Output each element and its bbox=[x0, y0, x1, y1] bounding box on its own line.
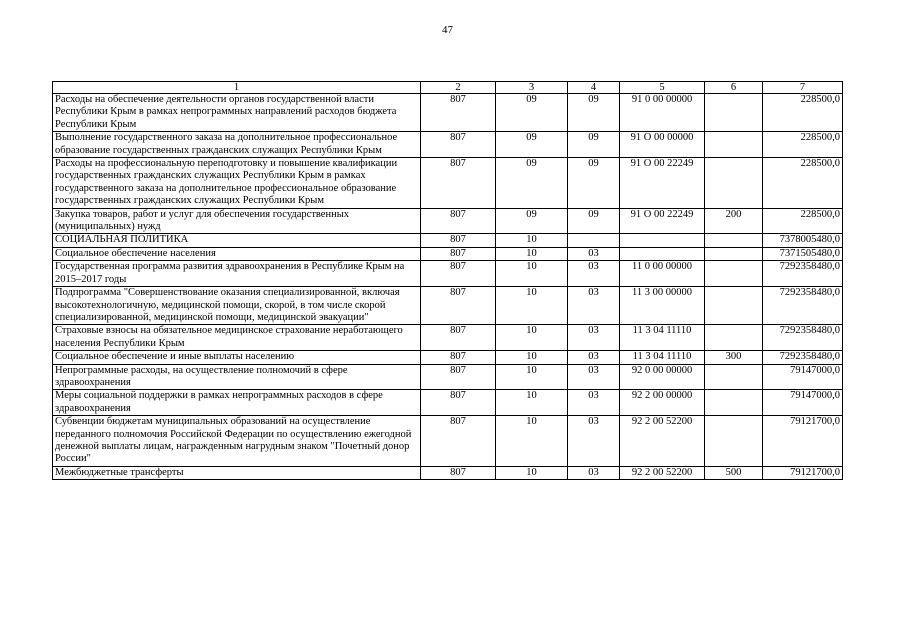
table-row bbox=[53, 390, 843, 416]
amount: 79121700,0 bbox=[763, 416, 843, 467]
ministry-code: 807 bbox=[421, 466, 496, 479]
section-code: 10 bbox=[496, 351, 568, 364]
table-row bbox=[53, 466, 843, 479]
table-row bbox=[53, 94, 843, 132]
header-cell-3: 3 bbox=[496, 82, 568, 94]
ministry-code: 807 bbox=[421, 351, 496, 364]
amount: 7292358480,0 bbox=[763, 287, 843, 325]
item-name: Выполнение государственного заказа на дополнительное профессиональное образование государственных гражданских служащих Республики Крым bbox=[53, 132, 421, 158]
section-code: 10 bbox=[496, 325, 568, 351]
expense-type-code: 500 bbox=[705, 466, 763, 479]
ministry-code: 807 bbox=[421, 261, 496, 287]
subsection-code: 09 bbox=[568, 94, 620, 132]
table-row bbox=[53, 287, 843, 325]
section-code: 10 bbox=[496, 234, 568, 247]
amount: 7378005480,0 bbox=[763, 234, 843, 247]
item-name: Расходы на обеспечение деятельности органов государственной власти Республики Крым в рамках непрограммных направлений расходов бюджета Республики Крым bbox=[53, 94, 421, 132]
section-code: 09 bbox=[496, 208, 568, 234]
amount: 228500,0 bbox=[763, 132, 843, 158]
item-name: Социальное обеспечение населения bbox=[53, 247, 421, 260]
table-row bbox=[53, 364, 843, 390]
page-number: 47 bbox=[442, 24, 453, 36]
target-article-code: 92 2 00 00000 bbox=[620, 390, 705, 416]
expense-type-code bbox=[705, 94, 763, 132]
expense-type-code bbox=[705, 416, 763, 467]
budget-table bbox=[52, 81, 843, 480]
ministry-code: 807 bbox=[421, 247, 496, 260]
table-row bbox=[53, 325, 843, 351]
expense-type-code bbox=[705, 325, 763, 351]
ministry-code: 807 bbox=[421, 390, 496, 416]
target-article-code bbox=[620, 247, 705, 260]
expense-type-code bbox=[705, 364, 763, 390]
subsection-code bbox=[568, 234, 620, 247]
target-article-code: 91 О 00 22249 bbox=[620, 208, 705, 234]
item-name: Социальное обеспечение и иные выплаты населению bbox=[53, 351, 421, 364]
table-row bbox=[53, 261, 843, 287]
expense-type-code: 200 bbox=[705, 208, 763, 234]
subsection-code: 03 bbox=[568, 287, 620, 325]
item-name: СОЦИАЛЬНАЯ ПОЛИТИКА bbox=[53, 234, 421, 247]
header-cell-2: 2 bbox=[421, 82, 496, 94]
section-code: 10 bbox=[496, 287, 568, 325]
target-article-code: 11 3 04 11110 bbox=[620, 351, 705, 364]
table-row bbox=[53, 247, 843, 260]
subsection-code: 09 bbox=[568, 208, 620, 234]
amount: 7292358480,0 bbox=[763, 351, 843, 364]
target-article-code: 91 О 00 00000 bbox=[620, 132, 705, 158]
subsection-code: 03 bbox=[568, 390, 620, 416]
amount: 7371505480,0 bbox=[763, 247, 843, 260]
amount: 79121700,0 bbox=[763, 466, 843, 479]
ministry-code: 807 bbox=[421, 208, 496, 234]
amount: 79147000,0 bbox=[763, 364, 843, 390]
expense-type-code: 300 bbox=[705, 351, 763, 364]
ministry-code: 807 bbox=[421, 234, 496, 247]
ministry-code: 807 bbox=[421, 287, 496, 325]
expense-type-code bbox=[705, 132, 763, 158]
section-code: 09 bbox=[496, 94, 568, 132]
expense-type-code bbox=[705, 247, 763, 260]
target-article-code: 11 3 04 11110 bbox=[620, 325, 705, 351]
section-code: 10 bbox=[496, 416, 568, 467]
expense-type-code bbox=[705, 390, 763, 416]
section-code: 10 bbox=[496, 247, 568, 260]
subsection-code: 03 bbox=[568, 247, 620, 260]
item-name: Государственная программа развития здравоохранения в Республике Крым на 2015–2017 годы bbox=[53, 261, 421, 287]
section-code: 10 bbox=[496, 364, 568, 390]
item-name: Расходы на профессиональную переподготовку и повышение квалификации государственных гражданских служащих Республики Крым в рамках государственного заказа на дополнительное профессиональное образование государственных гражданских служащих Республики Крым bbox=[53, 158, 421, 209]
table-row bbox=[53, 234, 843, 247]
ministry-code: 807 bbox=[421, 158, 496, 209]
item-name: Меры социальной поддержки в рамках непрограммных расходов в сфере здравоохранения bbox=[53, 390, 421, 416]
header-cell-1: 1 bbox=[53, 82, 421, 94]
amount: 7292358480,0 bbox=[763, 325, 843, 351]
expense-type-code bbox=[705, 234, 763, 247]
ministry-code: 807 bbox=[421, 416, 496, 467]
amount: 228500,0 bbox=[763, 94, 843, 132]
expense-type-code bbox=[705, 287, 763, 325]
expense-type-code bbox=[705, 158, 763, 209]
table-row bbox=[53, 351, 843, 364]
amount: 228500,0 bbox=[763, 208, 843, 234]
table-row bbox=[53, 158, 843, 209]
subsection-code: 09 bbox=[568, 132, 620, 158]
amount: 79147000,0 bbox=[763, 390, 843, 416]
item-name: Непрограммные расходы, на осуществление полномочий в сфере здравоохранения bbox=[53, 364, 421, 390]
header-cell-7: 7 bbox=[763, 82, 843, 94]
section-code: 10 bbox=[496, 261, 568, 287]
target-article-code: 91 0 00 00000 bbox=[620, 94, 705, 132]
subsection-code: 03 bbox=[568, 351, 620, 364]
item-name: Закупка товаров, работ и услуг для обеспечения государственных (муниципальных) нужд bbox=[53, 208, 421, 234]
amount: 7292358480,0 bbox=[763, 261, 843, 287]
header-cell-6: 6 bbox=[705, 82, 763, 94]
item-name: Страховые взносы на обязательное медицинское страхование неработающего населения Республики Крым bbox=[53, 325, 421, 351]
item-name: Субвенции бюджетам муниципальных образований на осуществление переданного полномочия Российской Федерации по осуществлению ежегодной денежной выплаты лицам, награжденным нагрудным знаком "Почетный донор России" bbox=[53, 416, 421, 467]
target-article-code: 11 0 00 00000 bbox=[620, 261, 705, 287]
subsection-code: 03 bbox=[568, 416, 620, 467]
header-cell-4: 4 bbox=[568, 82, 620, 94]
ministry-code: 807 bbox=[421, 325, 496, 351]
target-article-code bbox=[620, 234, 705, 247]
table-row bbox=[53, 132, 843, 158]
header-cell-5: 5 bbox=[620, 82, 705, 94]
section-code: 09 bbox=[496, 132, 568, 158]
item-name: Подпрограмма "Совершенствование оказания специализированной, включая высокотехнологичную, медицинской помощи, скорой, в том числе скорой специализированной, медицинской помощи, медицинской эвакуации" bbox=[53, 287, 421, 325]
section-code: 10 bbox=[496, 390, 568, 416]
ministry-code: 807 bbox=[421, 364, 496, 390]
target-article-code: 91 О 00 22249 bbox=[620, 158, 705, 209]
table-row bbox=[53, 416, 843, 467]
subsection-code: 03 bbox=[568, 466, 620, 479]
subsection-code: 03 bbox=[568, 261, 620, 287]
header-row bbox=[53, 82, 843, 94]
subsection-code: 03 bbox=[568, 364, 620, 390]
section-code: 10 bbox=[496, 466, 568, 479]
amount: 228500,0 bbox=[763, 158, 843, 209]
subsection-code: 03 bbox=[568, 325, 620, 351]
subsection-code: 09 bbox=[568, 158, 620, 209]
ministry-code: 807 bbox=[421, 132, 496, 158]
item-name: Межбюджетные трансферты bbox=[53, 466, 421, 479]
target-article-code: 92 0 00 00000 bbox=[620, 364, 705, 390]
target-article-code: 92 2 00 52200 bbox=[620, 416, 705, 467]
ministry-code: 807 bbox=[421, 94, 496, 132]
section-code: 09 bbox=[496, 158, 568, 209]
table-row bbox=[53, 208, 843, 234]
expense-type-code bbox=[705, 261, 763, 287]
target-article-code: 92 2 00 52200 bbox=[620, 466, 705, 479]
target-article-code: 11 3 00 00000 bbox=[620, 287, 705, 325]
